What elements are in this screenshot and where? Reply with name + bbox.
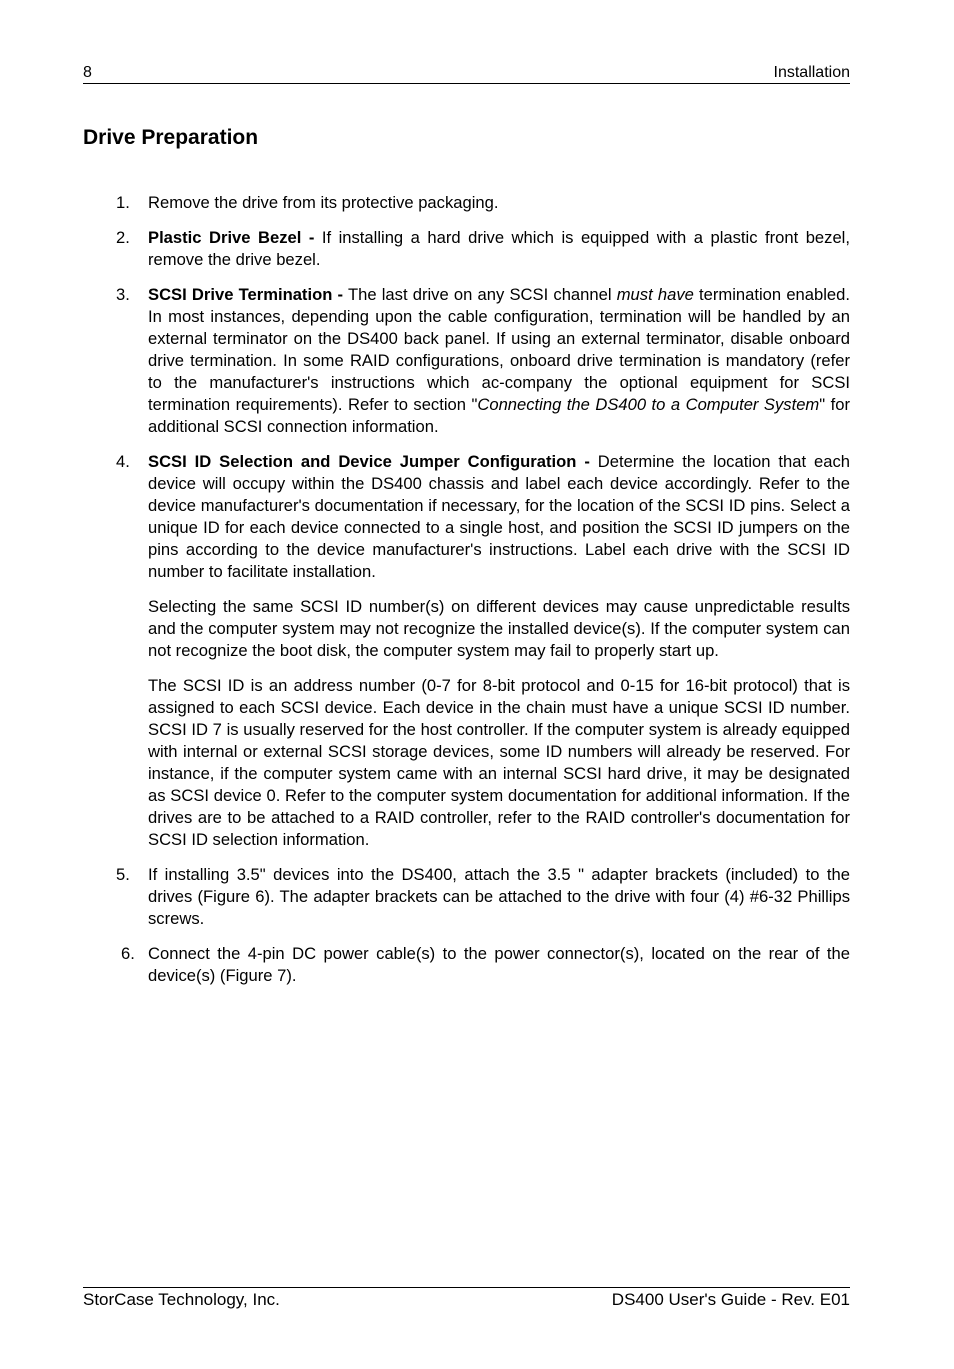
item-emphasis: must have — [616, 285, 694, 304]
item-text-run: Connect the 4-pin DC power cable(s) to the power connector(s), located on the rear of the device(s) (Figure 7). — [148, 944, 850, 985]
page-header — [83, 62, 850, 84]
list-item — [0, 943, 954, 987]
item-lead: SCSI ID Selection and Device Jumper Configuration - — [148, 452, 590, 471]
item-body — [148, 943, 850, 987]
list-item — [0, 284, 954, 438]
item-number: 2. — [116, 228, 130, 247]
instruction-list — [0, 192, 954, 1000]
item-text-run: Remove the drive from its protective packaging. — [148, 193, 499, 212]
item-text-run: The last drive on any SCSI channel — [343, 285, 617, 304]
item-body — [148, 192, 850, 214]
page-number: 8 — [83, 64, 92, 81]
item-text-run: If installing a hard drive which is equipped with a plastic front bezel, remove the drive bezel. — [148, 228, 850, 269]
item-paragraph: The SCSI ID is an address number (0-7 for 8-bit protocol and 0-15 for 16-bit protocol) that is assigned to each SCSI device. Each device in the chain must have a unique SCSI ID number. SCSI ID 7 is usually reserved for the host controller. If the computer system is already equipped with internal or external SCSI storage devices, some ID numbers will already be reserved. For instance, if the computer system came with an internal SCSI hard drive, it may be designated as SCSI device 0. Refer to the computer system documentation for additional information. If the drives are to be attached to a RAID controller, refer to the RAID controller's documentation for SCSI ID selection information. — [148, 676, 850, 849]
item-number: 6. — [121, 944, 135, 963]
list-item — [0, 864, 954, 930]
item-number: 4. — [116, 452, 130, 471]
list-item — [0, 451, 954, 851]
list-item — [0, 192, 954, 214]
item-body — [148, 864, 850, 930]
item-text-run: termination enabled. In most instances, depending upon the cable configuration, termination will be handled by an external terminator on the DS400 back panel. If using an external terminator, disable onboard drive termination. In some RAID configurations, onboard drive termination is mandatory (refer to the manufacturer's instructions which ac-company the optional equipment for SCSI termination requirements). Refer to section " — [148, 285, 850, 414]
list-item — [0, 227, 954, 271]
item-number: 5. — [116, 865, 130, 884]
item-text — [148, 943, 850, 987]
footer-company: StorCase Technology, Inc. — [83, 1290, 280, 1309]
item-text — [148, 284, 850, 438]
item-text — [148, 192, 850, 214]
item-text — [148, 864, 850, 930]
item-body — [148, 451, 850, 851]
section-reference: Connecting the DS400 to a Computer System — [477, 395, 820, 414]
footer-document-title: DS400 User's Guide - Rev. E01 — [611, 1290, 850, 1309]
page-title: Drive Preparation — [83, 126, 259, 149]
item-text-run: Determine the location that each device will occupy within the DS400 chassis and label each device accordingly. Refer to the device manufacturer's documentation if necessary, for the location of the SCSI ID pins. Select a unique ID for each device connected to a single host, and position the SCSI ID jumpers on the pins according to the device manufacturer's instructions. Label each drive with the SCSI ID number to facilitate installation. — [148, 452, 850, 581]
item-number: 1. — [116, 193, 130, 212]
section-name: Installation — [773, 64, 850, 81]
item-text-run: If installing 3.5" devices into the DS400, attach the 3.5 " adapter brackets (included) to the drives (Figure 6). The adapter brackets can be attached to the drive with four (4) #6-32 Phillips screws. — [148, 865, 850, 928]
page-footer — [83, 1287, 850, 1309]
item-body — [148, 227, 850, 271]
item-paragraph: Selecting the same SCSI ID number(s) on different devices may cause unpredictable results and the computer system may not recognize the installed device(s). If the computer system can not recognize the boot disk, the computer system may fail to properly start up. — [148, 597, 850, 660]
item-number: 3. — [116, 285, 130, 304]
item-lead: SCSI Drive Termination - — [148, 285, 344, 304]
item-text — [148, 227, 850, 271]
item-lead: Plastic Drive Bezel - — [148, 228, 315, 247]
item-body — [148, 284, 850, 438]
item-text-run: " for additional SCSI connection information. — [148, 395, 850, 436]
item-text — [148, 451, 850, 583]
